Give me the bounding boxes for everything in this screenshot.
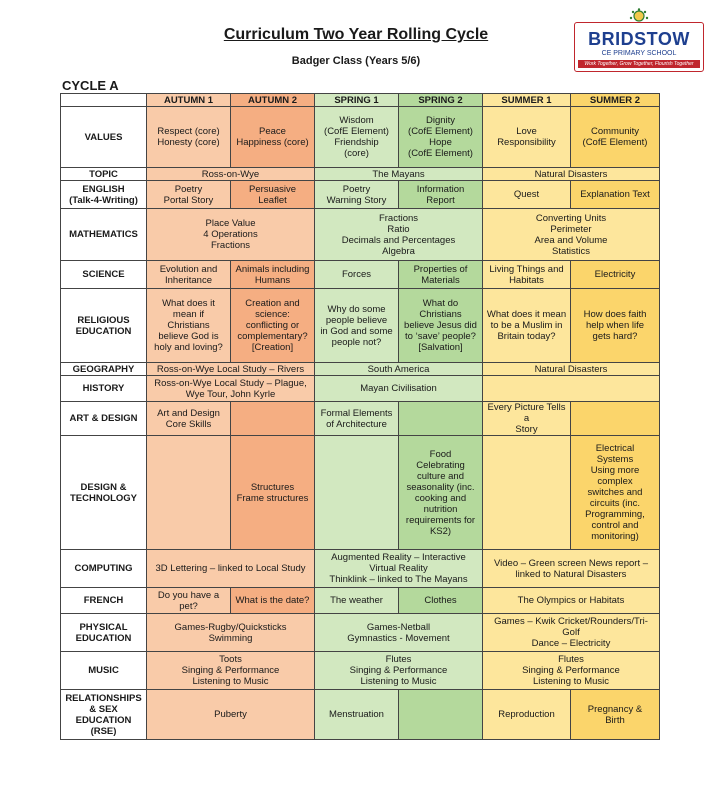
cell: Formal Elements of Architecture <box>315 402 399 436</box>
cell: 3D Lettering – linked to Local Study <box>147 550 315 588</box>
header-row <box>61 94 660 107</box>
cell: Dignity (CofE Element) Hope (CofE Element) <box>399 107 483 168</box>
cell <box>147 436 231 550</box>
cell: Augmented Reality – Interactive Virtual Reality Thinklink – linked to The Mayans <box>315 550 483 588</box>
logo-sub: CE PRIMARY SCHOOL <box>601 50 677 57</box>
page-subtitle: Badger Class (Years 5/6) <box>291 55 421 67</box>
logo-name: BRIDSTOW <box>588 29 690 49</box>
subject-art: ART & DESIGN <box>61 402 147 436</box>
cell: Electrical Systems Using more complex switches and circuits (inc. Programming, control and monitoring) <box>571 436 660 550</box>
cell: Natural Disasters <box>483 363 660 376</box>
cell <box>399 402 483 436</box>
cell: Ross-on-Wye Local Study – Plague, Wye Tour, John Kyrle <box>147 376 315 402</box>
row-french <box>61 588 660 614</box>
row-geography <box>61 363 660 376</box>
cell: The Olympics or Habitats <box>483 588 660 614</box>
subject-rse: RELATIONSHIPS & SEX EDUCATION (RSE) <box>61 690 147 740</box>
cell: Games-Netball Gymnastics - Movement <box>315 614 483 652</box>
cell: The Mayans <box>315 168 483 181</box>
cell: What is the date? <box>231 588 315 614</box>
cell: Every Picture Tells a Story <box>483 402 571 436</box>
cell: Games – Kwik Cricket/Rounders/Tri- Golf Dance – Electricity <box>483 614 660 652</box>
row-history <box>61 376 660 402</box>
row-english <box>61 181 660 209</box>
subject-french: FRENCH <box>61 588 147 614</box>
cell: Mayan Civilisation <box>315 376 483 402</box>
row-music <box>61 652 660 690</box>
row-re <box>61 289 660 363</box>
cell: What does it mean to be a Muslim in Britain today? <box>483 289 571 363</box>
cell <box>483 376 660 402</box>
cell: Reproduction <box>483 690 571 740</box>
header-summer1: SUMMER 1 <box>483 94 571 107</box>
header-spring2: SPRING 2 <box>399 94 483 107</box>
cell: Explanation Text <box>571 181 660 209</box>
cell: Persuasive Leaflet <box>231 181 315 209</box>
header-blank <box>61 94 147 107</box>
cell: Food Celebrating culture and seasonality (inc. cooking and nutrition requirements for KS2) <box>399 436 483 550</box>
cell: Do you have a pet? <box>147 588 231 614</box>
row-dt <box>61 436 660 550</box>
cell: Respect (core) Honesty (core) <box>147 107 231 168</box>
cell <box>231 402 315 436</box>
cell: The weather <box>315 588 399 614</box>
cell: Electricity <box>571 261 660 289</box>
row-science <box>61 261 660 289</box>
header-autumn2: AUTUMN 2 <box>231 94 315 107</box>
cell: What do Christians believe Jesus did to ‘save’ people? [Salvation] <box>399 289 483 363</box>
cell: Converting Units Perimeter Area and Volume Statistics <box>483 209 660 261</box>
cell: What does it mean if Christians believe God is holy and loving? <box>147 289 231 363</box>
cell: South America <box>315 363 483 376</box>
cell: Toots Singing & Performance Listening to Music <box>147 652 315 690</box>
cell: Forces <box>315 261 399 289</box>
cell <box>483 436 571 550</box>
cell: Flutes Singing & Performance Listening to Music <box>483 652 660 690</box>
cell: Menstruation <box>315 690 399 740</box>
row-pe <box>61 614 660 652</box>
subject-dt: DESIGN & TECHNOLOGY <box>61 436 147 550</box>
subject-topic: TOPIC <box>61 168 147 181</box>
subject-history: HISTORY <box>61 376 147 402</box>
cell <box>315 436 399 550</box>
subject-computing: COMPUTING <box>61 550 147 588</box>
subject-english: ENGLISH (Talk-4-Writing) <box>61 181 147 209</box>
cell: Living Things and Habitats <box>483 261 571 289</box>
cell: Clothes <box>399 588 483 614</box>
cell: Properties of Materials <box>399 261 483 289</box>
cell <box>571 402 660 436</box>
cell: Wisdom (CofE Element) Friendship (core) <box>315 107 399 168</box>
subject-music: MUSIC <box>61 652 147 690</box>
cell: Information Report <box>399 181 483 209</box>
cell: How does faith help when life gets hard? <box>571 289 660 363</box>
cell: Pregnancy & Birth <box>571 690 660 740</box>
cell: Creation and science: conflicting or complementary? [Creation] <box>231 289 315 363</box>
cell: Poetry Warning Story <box>315 181 399 209</box>
cell: Evolution and Inheritance <box>147 261 231 289</box>
cell: Love Responsibility <box>483 107 571 168</box>
page-title: Curriculum Two Year Rolling Cycle <box>223 26 489 43</box>
school-logo <box>574 8 704 72</box>
row-topic <box>61 168 660 181</box>
logo-strap: Work Together, Grow Together, Flourish Together <box>578 60 700 68</box>
row-computing <box>61 550 660 588</box>
cell: Peace Happiness (core) <box>231 107 315 168</box>
header-spring1: SPRING 1 <box>315 94 399 107</box>
curriculum-table <box>60 93 660 740</box>
subject-re: RELIGIOUS EDUCATION <box>61 289 147 363</box>
cell: Fractions Ratio Decimals and Percentages Algebra <box>315 209 483 261</box>
subject-geography: GEOGRAPHY <box>61 363 147 376</box>
subject-science: SCIENCE <box>61 261 147 289</box>
cell: Natural Disasters <box>483 168 660 181</box>
cell: Games-Rugby/Quicksticks Swimming <box>147 614 315 652</box>
cell: Why do some people believe in God and some people not? <box>315 289 399 363</box>
cell: Quest <box>483 181 571 209</box>
header-autumn1: AUTUMN 1 <box>147 94 231 107</box>
header-summer2: SUMMER 2 <box>571 94 660 107</box>
cell: Art and Design Core Skills <box>147 402 231 436</box>
cell <box>399 690 483 740</box>
row-values <box>61 107 660 168</box>
cell: Ross-on-Wye <box>147 168 315 181</box>
row-maths <box>61 209 660 261</box>
cell: Ross-on-Wye Local Study – Rivers <box>147 363 315 376</box>
cell: Structures Frame structures <box>231 436 315 550</box>
subject-maths: MATHEMATICS <box>61 209 147 261</box>
row-art <box>61 402 660 436</box>
cell: Video – Green screen News report – linked to Natural Disasters <box>483 550 660 588</box>
cell: Animals including Humans <box>231 261 315 289</box>
cell: Place Value 4 Operations Fractions <box>147 209 315 261</box>
cell: Community (CofE Element) <box>571 107 660 168</box>
subject-pe: PHYSICAL EDUCATION <box>61 614 147 652</box>
cell: Puberty <box>147 690 315 740</box>
cycle-label: CYCLE A <box>62 78 119 93</box>
subject-values: VALUES <box>61 107 147 168</box>
row-rse <box>61 690 660 740</box>
cell: Poetry Portal Story <box>147 181 231 209</box>
cell: Flutes Singing & Performance Listening to Music <box>315 652 483 690</box>
